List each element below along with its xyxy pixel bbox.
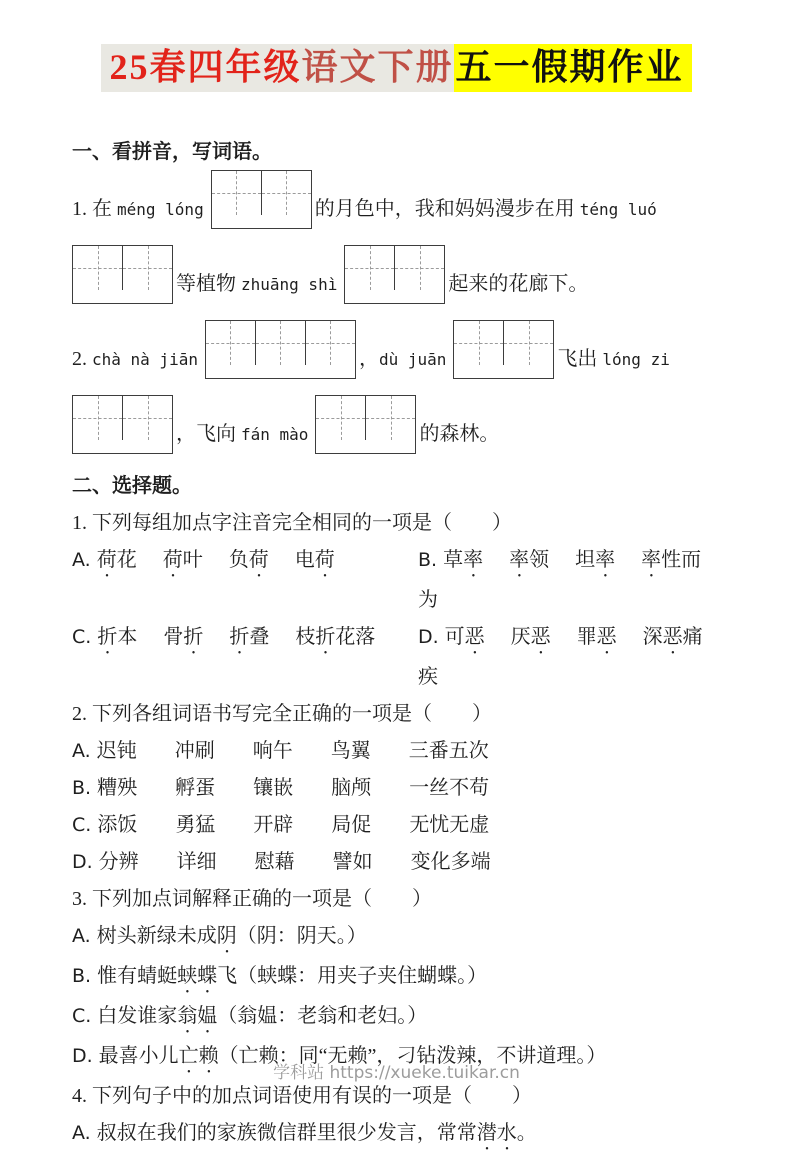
line-text: 1. 在	[72, 198, 117, 220]
option-2A	[72, 733, 721, 770]
option-word: 荷花	[96, 549, 137, 571]
option-key: D.	[72, 851, 93, 873]
option-key: C.	[72, 814, 92, 836]
grid-cell[interactable]	[73, 396, 123, 440]
option-word: 孵蛋	[175, 777, 216, 799]
option-2D	[72, 844, 721, 881]
grid-cell[interactable]	[345, 246, 395, 290]
grid-cell[interactable]	[454, 321, 504, 365]
option-word: 局促	[331, 814, 372, 836]
option-word: 分辨	[98, 851, 139, 873]
writing-grid[interactable]	[315, 395, 416, 454]
grid-cell[interactable]	[504, 321, 553, 365]
grid-cell[interactable]	[206, 321, 256, 365]
question-2: 2. 下列各组词语书写完全正确的一项是（ ）	[72, 703, 492, 725]
pinyin-line-3	[72, 320, 721, 379]
option-2B	[72, 770, 721, 807]
option-3A	[72, 918, 721, 958]
option-key: A.	[72, 1122, 91, 1144]
option-key: B.	[418, 549, 438, 571]
question-1: 1. 下列每组加点字注音完全相同的一项是（ ）	[72, 512, 512, 534]
section2-heading: 二、选择题。	[72, 475, 192, 497]
option-1C	[72, 619, 418, 696]
line-text: 2.	[72, 348, 92, 370]
option-key: C.	[72, 1005, 92, 1027]
option-3B	[72, 958, 721, 998]
grid-cell[interactable]	[123, 246, 172, 290]
question-1-options-row-2	[72, 619, 721, 696]
option-1B	[418, 542, 721, 619]
pinyin-line-1	[72, 170, 721, 229]
grid-cell[interactable]	[262, 171, 311, 215]
grid-cell[interactable]	[395, 246, 444, 290]
question-4: 4. 下列句子中的加点词语使用有误的一项是（ ）	[72, 1085, 532, 1107]
option-word: 可恶	[444, 626, 485, 648]
writing-grid[interactable]	[453, 320, 554, 379]
option-word: 慰藉	[254, 851, 295, 873]
option-word: 冲刷	[174, 740, 215, 762]
option-word: 响午	[252, 740, 293, 762]
option-word: 罪恶	[576, 626, 617, 648]
option-2C	[72, 807, 721, 844]
option-key: A.	[72, 549, 91, 571]
line-text: 起来的花廊下。	[448, 273, 589, 295]
option-word: 负荷	[228, 549, 269, 571]
option-word: 厌恶	[510, 626, 551, 648]
option-word: 折叠	[229, 626, 270, 648]
option-word: 添饭	[97, 814, 138, 836]
writing-grid[interactable]	[72, 245, 173, 304]
option-word: 开辟	[253, 814, 294, 836]
option-word: 折本	[97, 626, 138, 648]
option-text: 最喜小儿亡赖（亡赖：同“无赖”，刁钻泼辣，不讲道理。）	[98, 1045, 607, 1067]
option-text: 树头新绿未成阴（阴：阴天。）	[96, 925, 367, 947]
option-key: B.	[72, 777, 92, 799]
option-word: 脑颅	[331, 777, 372, 799]
writing-grid[interactable]	[205, 320, 356, 379]
option-word: 骨折	[163, 626, 204, 648]
option-1A	[72, 542, 418, 619]
line-text: ，飞向	[176, 423, 241, 445]
footer-site-link[interactable]: 学科站 https://xueke.tuikar.cn	[273, 1063, 520, 1083]
option-3C	[72, 998, 721, 1038]
page-title	[72, 42, 721, 92]
grid-cell[interactable]	[256, 321, 306, 365]
option-word: 详细	[176, 851, 217, 873]
option-word: 鸟翼	[330, 740, 371, 762]
option-key: D.	[418, 626, 439, 648]
pinyin-text: zhuāng shì	[241, 275, 338, 294]
pinyin-text: téng luó	[579, 200, 657, 219]
option-word: 譬如	[332, 851, 373, 873]
option-word: 镶嵌	[253, 777, 294, 799]
grid-cell[interactable]	[123, 396, 172, 440]
pinyin-text: dù juān	[378, 350, 447, 369]
option-word: 变化多端	[410, 851, 491, 873]
question-3: 3. 下列加点词解释正确的一项是（ ）	[72, 888, 432, 910]
option-word: 荷叶	[162, 549, 203, 571]
option-text: 叔叔在我们的家族微信群里很少发言，常常潜水。	[96, 1122, 537, 1144]
option-text: 惟有蜻蜓蛱蝶飞（蛱蝶：用夹子夹住蝴蝶。）	[97, 965, 488, 987]
grid-cell[interactable]	[306, 321, 355, 365]
option-key: B.	[72, 965, 92, 987]
grid-cell[interactable]	[73, 246, 123, 290]
option-word: 糟殃	[97, 777, 138, 799]
title-subject-part: 语文下册	[301, 44, 453, 92]
grid-cell[interactable]	[212, 171, 262, 215]
writing-grid[interactable]	[72, 395, 173, 454]
option-word: 一丝不苟	[409, 777, 490, 799]
grid-cell[interactable]	[316, 396, 366, 440]
pinyin-text: fán mào	[241, 425, 309, 444]
line-text: 的月色中，我和妈妈漫步在用	[314, 198, 580, 220]
option-word: 草率	[443, 549, 484, 571]
option-word: 迟钝	[96, 740, 137, 762]
option-word: 电荷	[294, 549, 335, 571]
pinyin-text: chà nà jiān	[92, 350, 198, 369]
line-text: ，	[358, 348, 379, 370]
pinyin-line-2	[72, 245, 721, 304]
option-key: D.	[72, 1045, 93, 1067]
title-highlight-part: 五一假期作业	[454, 44, 692, 92]
option-word: 率领	[509, 549, 550, 571]
option-word: 坦率	[575, 549, 616, 571]
option-word: 枝折花落	[295, 626, 376, 648]
line-text: 等植物	[176, 273, 241, 295]
option-4A	[72, 1115, 721, 1155]
option-word: 深恶痛疾	[418, 626, 703, 688]
section1-heading: 一、看拼音，写词语。	[72, 141, 272, 163]
writing-grid[interactable]	[211, 170, 312, 229]
pinyin-text: lóng zi	[602, 350, 670, 369]
pinyin-line-4	[72, 395, 721, 454]
option-word: 三番五次	[408, 740, 489, 762]
option-text: 白发谁家翁媪（翁媪：老翁和老妇。）	[97, 1005, 428, 1027]
option-word: 勇猛	[175, 814, 216, 836]
option-1D	[418, 619, 721, 696]
footer	[0, 1058, 793, 1083]
option-key: A.	[72, 925, 91, 947]
option-word: 无忧无虚	[409, 814, 490, 836]
line-text: 飞出	[557, 348, 603, 370]
option-key: A.	[72, 740, 91, 762]
option-word: 率性而为	[418, 549, 702, 611]
grid-cell[interactable]	[366, 396, 415, 440]
pinyin-text: méng lóng	[117, 200, 204, 219]
writing-grid[interactable]	[344, 245, 445, 304]
line-text: 的森林。	[419, 423, 500, 445]
title-grade-part: 25春四年级	[101, 44, 301, 92]
question-1-options-row-1	[72, 542, 721, 619]
option-key: C.	[72, 626, 92, 648]
